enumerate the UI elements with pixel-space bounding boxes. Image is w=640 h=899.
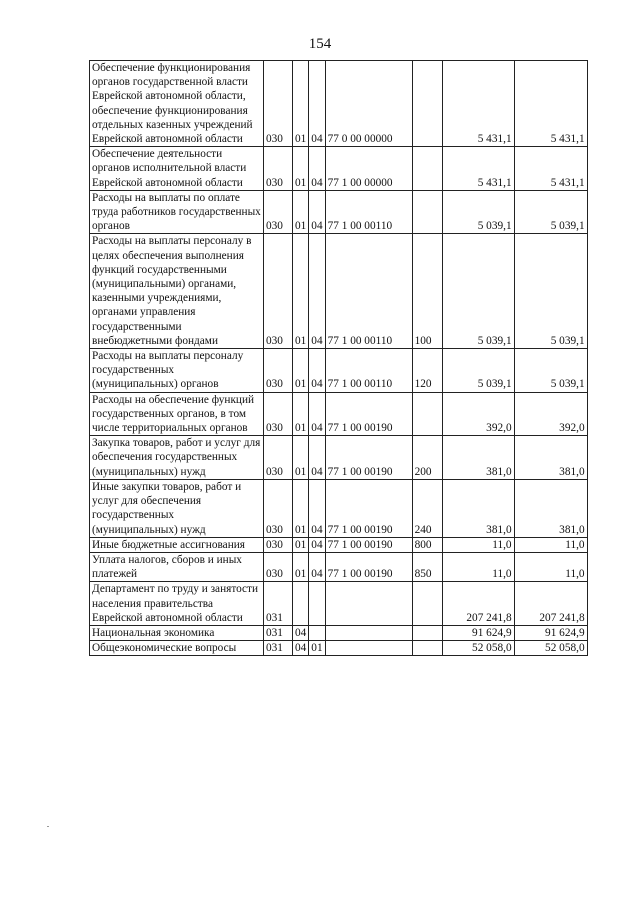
cell-vr xyxy=(412,61,442,147)
table-row xyxy=(90,582,588,626)
cell-sum-1: 11,0 xyxy=(442,537,514,552)
row-name: Расходы на обеспечение функций государственных органов, в том числе территориальных органов xyxy=(90,392,264,436)
cell-rz: 01 xyxy=(293,479,309,537)
cell-gr: 030 xyxy=(264,190,293,234)
cell-sum-2: 5 039,1 xyxy=(514,349,587,393)
page-number: 154 xyxy=(308,36,332,52)
cell-vr xyxy=(412,392,442,436)
cell-rz: 01 xyxy=(293,392,309,436)
cell-gr: 031 xyxy=(264,582,293,626)
cell-sum-2: 91 624,9 xyxy=(514,625,587,640)
table-row xyxy=(90,479,588,537)
cell-sum-1: 381,0 xyxy=(442,479,514,537)
table-row xyxy=(90,234,588,349)
cell-sum-1: 5 039,1 xyxy=(442,234,514,349)
cell-vr xyxy=(412,582,442,626)
cell-sum-2: 5 431,1 xyxy=(514,147,587,191)
table-row xyxy=(90,61,588,147)
cell-pr: 04 xyxy=(309,479,325,537)
cell-csr xyxy=(325,625,412,640)
cell-pr xyxy=(309,625,325,640)
cell-sum-1: 5 431,1 xyxy=(442,147,514,191)
cell-sum-2: 381,0 xyxy=(514,479,587,537)
row-name: Расходы на выплаты персоналу в целях обеспечения выполнения функций государственными (муниципальными) органами, казенными учреждениями, органами управления государственными внебюджетными фондами xyxy=(90,234,264,349)
cell-gr: 030 xyxy=(264,392,293,436)
margin-mark xyxy=(47,826,49,827)
cell-pr: 04 xyxy=(309,349,325,393)
cell-sum-2: 381,0 xyxy=(514,436,587,480)
budget-table xyxy=(89,60,588,656)
row-name: Обеспечение функционирования органов государственной власти Еврейской автономной области, обеспечение функционирования отдельных казенных учреждений Еврейской автономной области xyxy=(90,61,264,147)
row-name: Закупка товаров, работ и услуг для обеспечения государственных (муниципальных) нужд xyxy=(90,436,264,480)
row-name: Уплата налогов, сборов и иных платежей xyxy=(90,552,264,581)
cell-pr: 04 xyxy=(309,234,325,349)
cell-gr: 030 xyxy=(264,436,293,480)
cell-gr: 030 xyxy=(264,537,293,552)
cell-rz: 01 xyxy=(293,234,309,349)
cell-pr: 01 xyxy=(309,641,325,656)
table-row xyxy=(90,147,588,191)
cell-pr: 04 xyxy=(309,190,325,234)
cell-gr: 030 xyxy=(264,147,293,191)
cell-sum-1: 5 039,1 xyxy=(442,190,514,234)
cell-rz: 01 xyxy=(293,349,309,393)
cell-rz: 01 xyxy=(293,537,309,552)
table-row xyxy=(90,641,588,656)
cell-rz: 01 xyxy=(293,436,309,480)
cell-vr xyxy=(412,147,442,191)
table-row xyxy=(90,190,588,234)
table-row xyxy=(90,392,588,436)
cell-pr: 04 xyxy=(309,537,325,552)
table-row xyxy=(90,625,588,640)
cell-sum-2: 5 431,1 xyxy=(514,61,587,147)
cell-sum-1: 91 624,9 xyxy=(442,625,514,640)
cell-csr xyxy=(325,582,412,626)
cell-gr: 030 xyxy=(264,234,293,349)
cell-sum-2: 5 039,1 xyxy=(514,190,587,234)
cell-csr: 77 1 00 00190 xyxy=(325,479,412,537)
cell-vr xyxy=(412,625,442,640)
cell-sum-1: 5 431,1 xyxy=(442,61,514,147)
cell-pr: 04 xyxy=(309,147,325,191)
cell-pr: 04 xyxy=(309,392,325,436)
cell-csr: 77 0 00 00000 xyxy=(325,61,412,147)
row-name: Национальная экономика xyxy=(90,625,264,640)
cell-sum-2: 5 039,1 xyxy=(514,234,587,349)
cell-gr: 030 xyxy=(264,349,293,393)
row-name: Общеэкономические вопросы xyxy=(90,641,264,656)
cell-gr: 031 xyxy=(264,641,293,656)
cell-vr: 200 xyxy=(412,436,442,480)
cell-pr: 04 xyxy=(309,436,325,480)
row-name: Расходы на выплаты по оплате труда работников государственных органов xyxy=(90,190,264,234)
row-name: Департамент по труду и занятости населения правительства Еврейской автономной области xyxy=(90,582,264,626)
cell-rz: 04 xyxy=(293,625,309,640)
cell-vr: 120 xyxy=(412,349,442,393)
cell-csr: 77 1 00 00190 xyxy=(325,392,412,436)
table-row xyxy=(90,436,588,480)
cell-rz: 04 xyxy=(293,641,309,656)
cell-vr xyxy=(412,190,442,234)
cell-csr: 77 1 00 00190 xyxy=(325,436,412,480)
table-row xyxy=(90,349,588,393)
cell-sum-2: 207 241,8 xyxy=(514,582,587,626)
cell-gr: 031 xyxy=(264,625,293,640)
cell-gr: 030 xyxy=(264,552,293,581)
table-body xyxy=(90,61,588,656)
cell-vr: 100 xyxy=(412,234,442,349)
cell-csr: 77 1 00 00110 xyxy=(325,349,412,393)
cell-sum-1: 5 039,1 xyxy=(442,349,514,393)
cell-pr xyxy=(309,582,325,626)
table-row xyxy=(90,537,588,552)
cell-vr: 240 xyxy=(412,479,442,537)
cell-csr xyxy=(325,641,412,656)
cell-csr: 77 1 00 00110 xyxy=(325,234,412,349)
table-row xyxy=(90,552,588,581)
cell-vr: 800 xyxy=(412,537,442,552)
cell-csr: 77 1 00 00190 xyxy=(325,537,412,552)
cell-rz xyxy=(293,582,309,626)
cell-csr: 77 1 00 00190 xyxy=(325,552,412,581)
cell-rz: 01 xyxy=(293,61,309,147)
cell-sum-2: 11,0 xyxy=(514,552,587,581)
row-name: Иные бюджетные ассигнования xyxy=(90,537,264,552)
cell-csr: 77 1 00 00110 xyxy=(325,190,412,234)
cell-gr: 030 xyxy=(264,61,293,147)
cell-rz: 01 xyxy=(293,552,309,581)
cell-pr: 04 xyxy=(309,61,325,147)
cell-vr xyxy=(412,641,442,656)
cell-csr: 77 1 00 00000 xyxy=(325,147,412,191)
cell-sum-1: 381,0 xyxy=(442,436,514,480)
cell-sum-2: 392,0 xyxy=(514,392,587,436)
cell-sum-1: 392,0 xyxy=(442,392,514,436)
cell-sum-1: 207 241,8 xyxy=(442,582,514,626)
cell-sum-2: 52 058,0 xyxy=(514,641,587,656)
cell-sum-1: 11,0 xyxy=(442,552,514,581)
cell-gr: 030 xyxy=(264,479,293,537)
row-name: Иные закупки товаров, работ и услуг для обеспечения государственных (муниципальных) нужд xyxy=(90,479,264,537)
cell-rz: 01 xyxy=(293,147,309,191)
cell-pr: 04 xyxy=(309,552,325,581)
cell-rz: 01 xyxy=(293,190,309,234)
cell-sum-2: 11,0 xyxy=(514,537,587,552)
cell-vr: 850 xyxy=(412,552,442,581)
row-name: Обеспечение деятельности органов исполнительной власти Еврейской автономной области xyxy=(90,147,264,191)
row-name: Расходы на выплаты персоналу государственных (муниципальных) органов xyxy=(90,349,264,393)
cell-sum-1: 52 058,0 xyxy=(442,641,514,656)
